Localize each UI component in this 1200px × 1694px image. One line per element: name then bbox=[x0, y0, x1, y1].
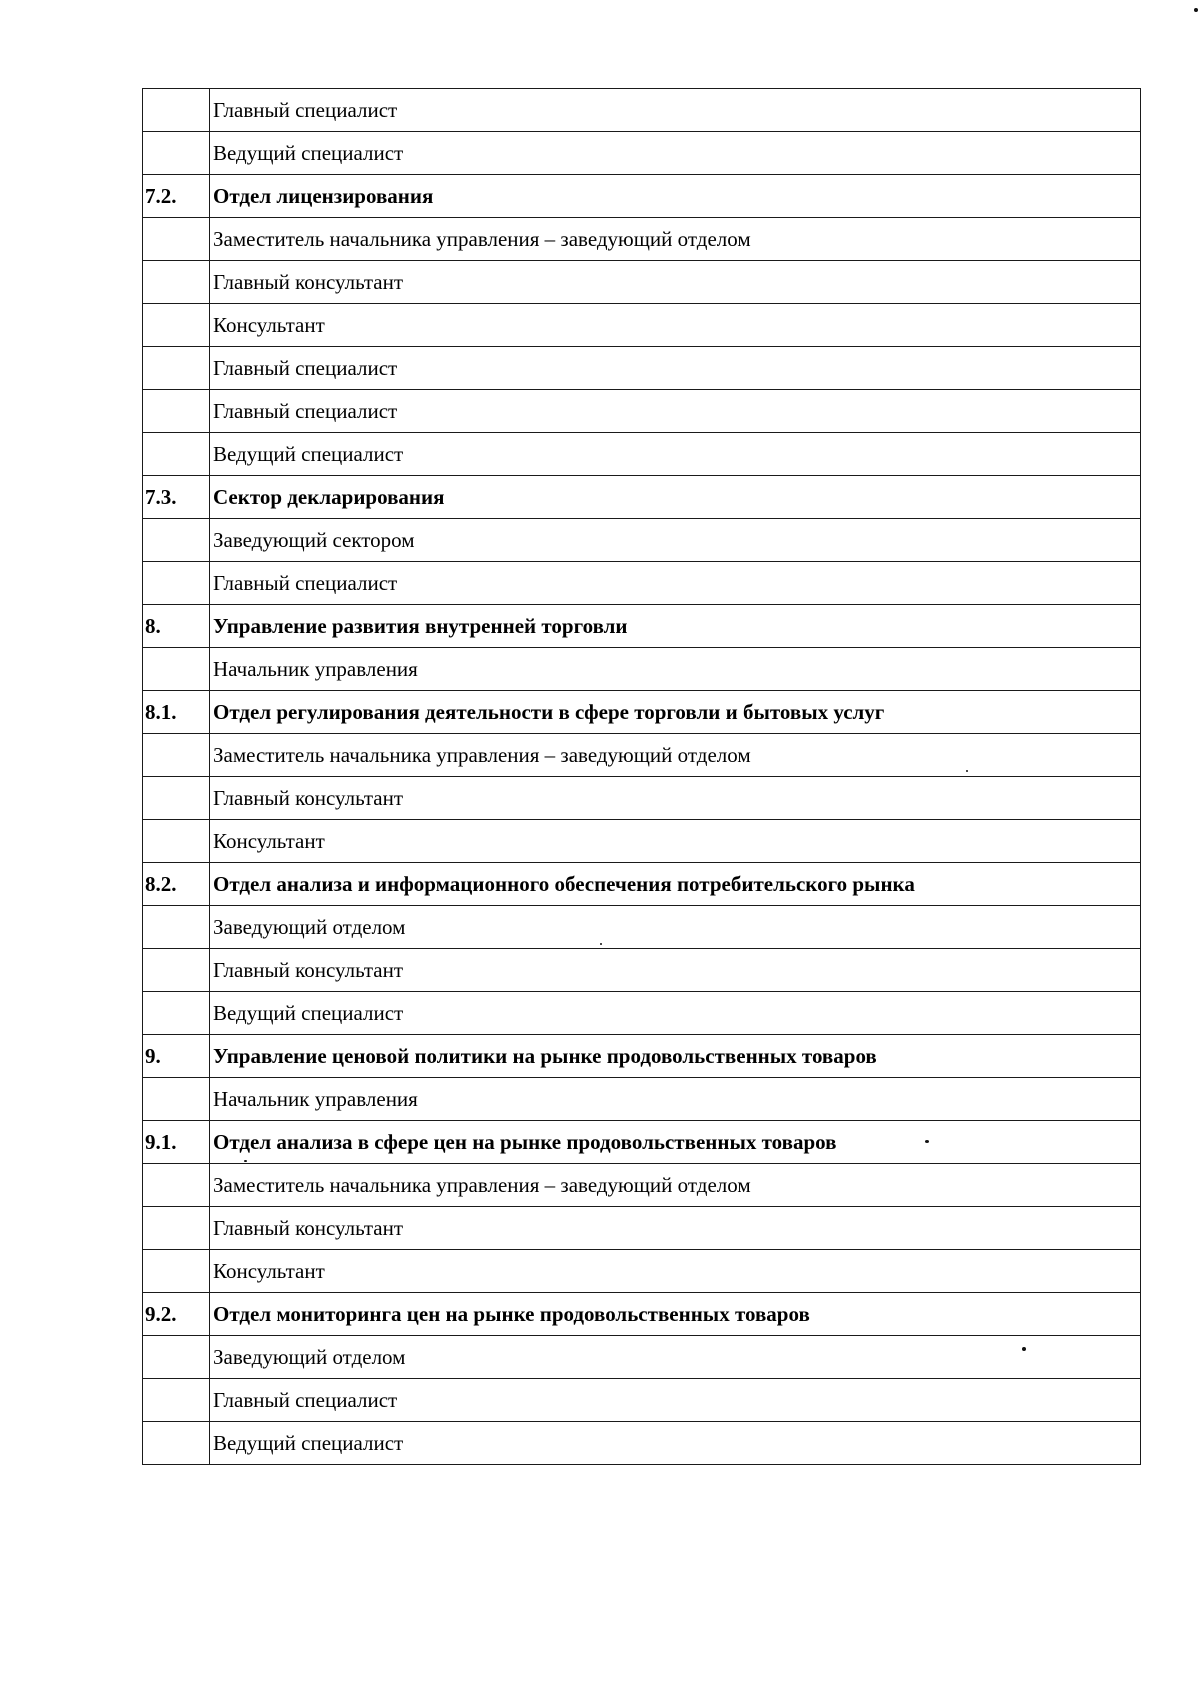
section-row bbox=[143, 605, 1141, 648]
position-row bbox=[143, 132, 1141, 175]
position-title: Заместитель начальника управления – заведующий отделом bbox=[210, 1164, 1141, 1207]
position-title: Главный специалист bbox=[210, 89, 1141, 132]
row-number bbox=[143, 648, 210, 691]
position-title: Начальник управления bbox=[210, 648, 1141, 691]
position-title: Консультант bbox=[210, 820, 1141, 863]
scan-speck bbox=[1022, 1347, 1026, 1351]
position-row bbox=[143, 433, 1141, 476]
position-row bbox=[143, 1207, 1141, 1250]
position-title: Заведующий отделом bbox=[210, 1336, 1141, 1379]
position-title: Консультант bbox=[210, 304, 1141, 347]
position-row bbox=[143, 949, 1141, 992]
section-title: Отдел регулирования деятельности в сфере торговли и бытовых услуг bbox=[210, 691, 1141, 734]
row-number bbox=[143, 734, 210, 777]
position-row bbox=[143, 1164, 1141, 1207]
section-title: Управление ценовой политики на рынке продовольственных товаров bbox=[210, 1035, 1141, 1078]
section-title: Отдел мониторинга цен на рынке продовольственных товаров bbox=[210, 1293, 1141, 1336]
scan-speck bbox=[244, 1160, 247, 1162]
position-row bbox=[143, 261, 1141, 304]
position-title: Заместитель начальника управления – заведующий отделом bbox=[210, 734, 1141, 777]
position-row bbox=[143, 992, 1141, 1035]
row-number bbox=[143, 562, 210, 605]
row-number: 8. bbox=[143, 605, 210, 648]
position-title: Главный консультант bbox=[210, 777, 1141, 820]
row-number bbox=[143, 949, 210, 992]
position-title: Заместитель начальника управления – заведующий отделом bbox=[210, 218, 1141, 261]
position-title: Главный консультант bbox=[210, 949, 1141, 992]
row-number bbox=[143, 1250, 210, 1293]
row-number bbox=[143, 304, 210, 347]
position-title: Главный консультант bbox=[210, 1207, 1141, 1250]
row-number: 9.1. bbox=[143, 1121, 210, 1164]
scan-speck bbox=[966, 770, 968, 772]
row-number bbox=[143, 433, 210, 476]
row-number bbox=[143, 906, 210, 949]
position-row bbox=[143, 562, 1141, 605]
row-number: 7.2. bbox=[143, 175, 210, 218]
position-title: Заведующий сектором bbox=[210, 519, 1141, 562]
row-number bbox=[143, 1078, 210, 1121]
section-row bbox=[143, 175, 1141, 218]
position-title: Главный специалист bbox=[210, 1379, 1141, 1422]
row-number: 8.2. bbox=[143, 863, 210, 906]
section-row bbox=[143, 1293, 1141, 1336]
section-row bbox=[143, 1121, 1141, 1164]
scan-speck bbox=[1194, 8, 1198, 12]
position-row bbox=[143, 1336, 1141, 1379]
row-number bbox=[143, 1379, 210, 1422]
section-row bbox=[143, 476, 1141, 519]
row-number: 8.1. bbox=[143, 691, 210, 734]
position-row bbox=[143, 1422, 1141, 1465]
row-number bbox=[143, 1207, 210, 1250]
row-number bbox=[143, 89, 210, 132]
row-number bbox=[143, 1336, 210, 1379]
position-title: Ведущий специалист bbox=[210, 132, 1141, 175]
position-row bbox=[143, 218, 1141, 261]
row-number bbox=[143, 390, 210, 433]
scan-speck bbox=[925, 1140, 929, 1143]
row-number: 9. bbox=[143, 1035, 210, 1078]
position-title: Ведущий специалист bbox=[210, 1422, 1141, 1465]
row-number: 9.2. bbox=[143, 1293, 210, 1336]
section-row bbox=[143, 691, 1141, 734]
section-title: Отдел лицензирования bbox=[210, 175, 1141, 218]
position-row bbox=[143, 1078, 1141, 1121]
row-number bbox=[143, 519, 210, 562]
scan-speck bbox=[600, 943, 602, 945]
row-number bbox=[143, 347, 210, 390]
row-number bbox=[143, 1422, 210, 1465]
position-row bbox=[143, 347, 1141, 390]
section-title: Управление развития внутренней торговли bbox=[210, 605, 1141, 648]
section-row bbox=[143, 1035, 1141, 1078]
row-number bbox=[143, 1164, 210, 1207]
position-row bbox=[143, 390, 1141, 433]
row-number bbox=[143, 132, 210, 175]
position-title: Главный специалист bbox=[210, 390, 1141, 433]
row-number bbox=[143, 777, 210, 820]
position-row bbox=[143, 820, 1141, 863]
position-title: Консультант bbox=[210, 1250, 1141, 1293]
section-row bbox=[143, 863, 1141, 906]
row-number: 7.3. bbox=[143, 476, 210, 519]
row-number bbox=[143, 218, 210, 261]
position-title: Начальник управления bbox=[210, 1078, 1141, 1121]
row-number bbox=[143, 820, 210, 863]
row-number bbox=[143, 261, 210, 304]
section-title: Сектор декларирования bbox=[210, 476, 1141, 519]
position-title: Ведущий специалист bbox=[210, 433, 1141, 476]
position-row bbox=[143, 1250, 1141, 1293]
staff-structure-table bbox=[142, 88, 1141, 1465]
section-title: Отдел анализа и информационного обеспечения потребительского рынка bbox=[210, 863, 1141, 906]
position-title: Главный специалист bbox=[210, 562, 1141, 605]
position-row bbox=[143, 777, 1141, 820]
position-row bbox=[143, 519, 1141, 562]
position-title: Главный консультант bbox=[210, 261, 1141, 304]
position-title: Ведущий специалист bbox=[210, 992, 1141, 1035]
row-number bbox=[143, 992, 210, 1035]
position-row bbox=[143, 648, 1141, 691]
position-row bbox=[143, 89, 1141, 132]
position-title: Заведующий отделом bbox=[210, 906, 1141, 949]
position-row bbox=[143, 734, 1141, 777]
section-title: Отдел анализа в сфере цен на рынке продовольственных товаров bbox=[210, 1121, 1141, 1164]
position-title: Главный специалист bbox=[210, 347, 1141, 390]
staff-table-body bbox=[143, 89, 1141, 1465]
position-row bbox=[143, 304, 1141, 347]
position-row bbox=[143, 906, 1141, 949]
position-row bbox=[143, 1379, 1141, 1422]
